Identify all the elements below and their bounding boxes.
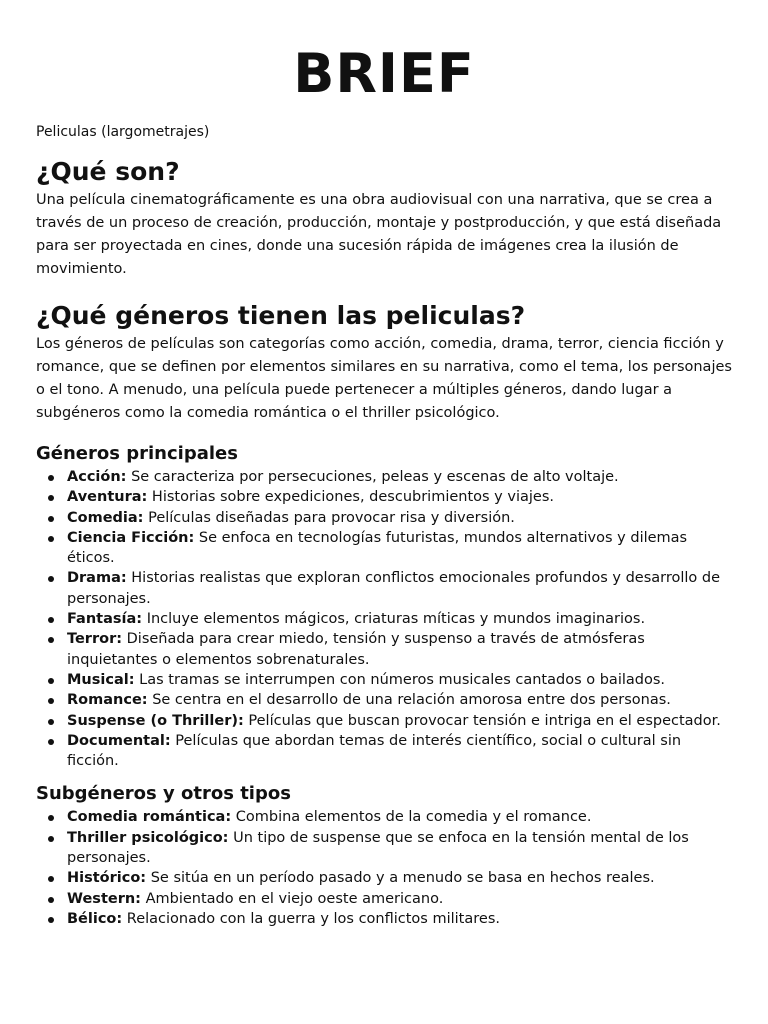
bullet-icon <box>48 516 54 522</box>
bullet-icon <box>48 836 54 842</box>
bullet-icon <box>48 576 54 582</box>
bullet-icon <box>48 698 54 704</box>
heading-subgeneros: Subgéneros y otros tipos <box>36 783 291 805</box>
bullet-icon <box>48 495 54 501</box>
list-item <box>36 568 732 609</box>
list-item <box>36 889 732 909</box>
list-item-description: Relacionado con la guerra y los conflictos militares. <box>126 910 500 927</box>
heading-que-son: ¿Qué son? <box>36 157 180 186</box>
list-item-term: Suspense (o Thriller): <box>67 712 244 729</box>
list-item <box>36 487 732 507</box>
list-item-term: Romance: <box>67 692 148 709</box>
bullet-icon <box>48 678 54 684</box>
bullet-icon <box>48 897 54 903</box>
list-item-description: Se centra en el desarrollo de una relación amorosa entre dos personas. <box>152 692 671 709</box>
list-item-term: Ciencia Ficción: <box>67 529 195 546</box>
list-item-description: Diseñada para crear miedo, tensión y suspenso a través de atmósferas inquietantes o elementos sobrenaturales. <box>67 631 645 668</box>
list-item-term: Terror: <box>67 631 123 648</box>
list-item <box>36 731 732 772</box>
list-item-term: Thriller psicológico: <box>67 829 229 846</box>
bullet-icon <box>48 719 54 725</box>
list-item-term: Comedia romántica: <box>67 809 232 826</box>
list-item-term: Acción: <box>67 469 127 485</box>
bullet-icon <box>48 815 54 821</box>
list-item-description: Incluye elementos mágicos, criaturas míticas y mundos imaginarios. <box>146 611 646 628</box>
list-item-term: Histórico: <box>67 870 147 887</box>
list-item-description: Historias realistas que exploran conflictos emocionales profundos y desarrollo de personajes. <box>67 570 721 607</box>
list-item <box>36 528 732 569</box>
list-item-term: Comedia: <box>67 509 144 526</box>
document-title: BRIEF <box>293 42 475 105</box>
bullet-icon <box>48 475 54 481</box>
list-item-description: Se caracteriza por persecuciones, peleas y escenas de alto voltaje. <box>131 469 619 485</box>
list-subgeneros <box>36 807 732 929</box>
paragraph-que-son: Una película cinematográficamente es una obra audiovisual con una narrativa, que se crea a través de un proceso de creación, producción, montaje y postproducción, y que está diseñada para ser proyectada en cines, donde una sucesión rápida de imágenes crea la ilusión de movimiento. <box>36 192 722 277</box>
list-item-description: Películas diseñadas para provocar risa y diversión. <box>148 509 515 526</box>
list-item-description: Películas que abordan temas de interés científico, social o cultural sin ficción. <box>67 732 682 770</box>
list-item <box>36 508 732 528</box>
list-item-description: Ambientado en el viejo oeste americano. <box>145 890 444 907</box>
list-item-term: Fantasía: <box>67 611 143 628</box>
list-item-term: Musical: <box>67 671 135 688</box>
list-item-term: Bélico: <box>67 910 123 927</box>
bullet-icon <box>48 637 54 643</box>
list-item <box>36 467 732 487</box>
list-item-description: Las tramas se interrumpen con números musicales cantados o bailados. <box>139 671 665 688</box>
list-item-description: Historias sobre expediciones, descubrimientos y viajes. <box>151 489 554 506</box>
heading-generos-principales: Géneros principales <box>36 443 238 464</box>
list-item <box>36 609 732 629</box>
list-item <box>36 909 732 929</box>
bullet-icon <box>48 739 54 745</box>
list-item <box>36 828 732 869</box>
bullet-icon <box>48 617 54 623</box>
list-item-term: Western: <box>67 890 141 907</box>
list-item <box>36 629 732 670</box>
list-item-term: Drama: <box>67 570 127 587</box>
list-item-description: Películas que buscan provocar tensión e intriga en el espectador. <box>248 712 721 729</box>
list-item <box>36 670 732 690</box>
list-item-term: Documental: <box>67 732 171 749</box>
list-item-description: Se enfoca en tecnologías futuristas, mundos alternativos y dilemas éticos. <box>67 529 688 567</box>
list-item-description: Se sitúa en un período pasado y a menudo se basa en hechos reales. <box>150 870 655 887</box>
paragraph-generos: Los géneros de películas son categorías como acción, comedia, drama, terror, ciencia ficción y romance, que se definen por elementos similares en su narrativa, como el tema, los personajes o el tono. A menudo, una película puede pertenecer a múltiples géneros, dando lugar a subgéneros como la comedia romántica o el thriller psicológico. <box>36 336 732 421</box>
bullet-icon <box>48 876 54 882</box>
list-item-description: Combina elementos de la comedia y el romance. <box>235 809 592 826</box>
list-item <box>36 711 732 731</box>
list-item <box>36 807 732 827</box>
list-item-description: Un tipo de suspense que se enfoca en la tensión mental de los personajes. <box>67 829 689 867</box>
bullet-icon <box>48 536 54 542</box>
bullet-icon <box>48 917 54 923</box>
heading-generos: ¿Qué géneros tienen las peliculas? <box>36 301 526 330</box>
list-item-term: Aventura: <box>67 489 148 506</box>
list-generos-principales <box>36 467 732 771</box>
list-item <box>36 690 732 710</box>
list-item <box>36 868 732 888</box>
document-subtitle: Peliculas (largometrajes) <box>36 124 210 140</box>
